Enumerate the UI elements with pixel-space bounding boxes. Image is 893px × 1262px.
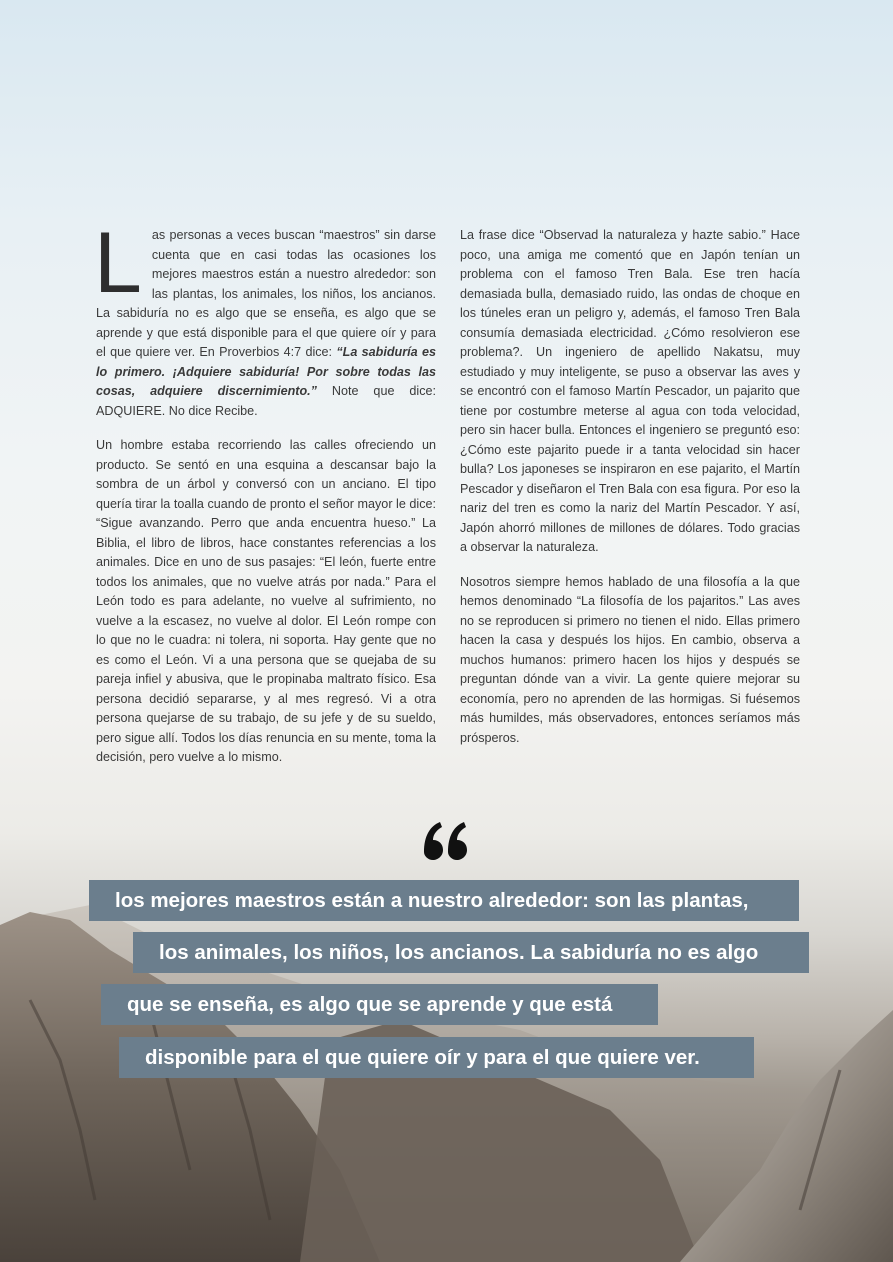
body-paragraph: Un hombre estaba recorriendo las calles ofreciendo un producto. Se sentó en una esquina a descansar bajo la sombra de un árbol y conversó con un anciano. El tipo quería tirar la toalla cuando de pronto el señor mayor le dice: “Sigue avanzando. Perro que anda encuentra hueso.” La Biblia, el libro de libros, hace constantes referencias a los animales. Dice en uno de sus pasajes: “El león, fuerte entre todos los animales, que no vuelve atrás por nada.” Para el León todo es para adelante, no vuelve al sufrimiento, no vuelve a la escasez, no vuelve al dolor. El León rompe con lo que no le cuadra: ni tolera, ni soporta. Hay gente que no es como el León. Vi a una persona que se quejaba de su pareja infiel y abusiva, que le propinaba maltrato físico. Esa persona decidió separarse, y al mes regresó. Vi a otra persona quejarse de su trabajo, de su jefe y de su sueldo, pero sigue allí. Todos los días renuncia en su mente, toma la decisión, pero vuelve a lo mismo. (96, 438, 436, 764)
bible-quote: “La sabiduría es lo primero. ¡Adquiere sabiduría! Por sobre todas las cosas, adquiere discernimiento.” (96, 345, 436, 398)
pull-quote-line: disponible para el que quiere oír y para el que quiere ver. (119, 1037, 754, 1078)
right-column (460, 226, 800, 763)
left-column (94, 215, 436, 783)
pull-quote-line: que se enseña, es algo que se aprende y que está (101, 984, 658, 1025)
body-paragraph: La frase dice “Observad la naturaleza y hazte sabio.” Hace poco, una amiga me comentó que en Japón tenían un problema con el famoso Tren Bala. Ese tren hacía demasiada bulla, demasiado ruido, las ondas de choque en los túneles eran un peligro y, además, el famoso Tren Bala consumía demasiada electricidad. ¿Cómo resolvieron ese problema?. Un ingeniero de apellido Nakatsu, muy estudiado y muy inteligente, se puso a observar las aves y se encontró con el famoso Martín Pescador, un pajarito que tiene por costumbre meterse al agua con toda velocidad, pero sin hacer bulla. Entonces el ingeniero se preguntó eso: ¿Cómo este pajarito puede ir a tanta velocidad sin hacer bulla? Los japoneses se inspiraron en ese pajarito, el Martín Pescador y diseñaron el Tren Bala con esa figura. Por eso la nariz del tren es como la nariz del Martín Pescador. Y así, Japón ahorró millones de millones de dólares. Todo gracias a observar la naturaleza. (460, 228, 800, 554)
body-paragraph: Nosotros siempre hemos hablado de una filosofía a la que hemos denominado “La filosofía de los pajaritos.” Las aves no se reproducen si primero no tienen el nido. Ellas primero hacen la casa y después los hijos. En cambio, observa a muchos humanos: primero hacen los hijos y después se preguntan dónde van a vivir. La gente quiere mejorar su economía, pero no aprenden de las hormigas. Si fuésemos más humildes, más observadores, entonces seríamos más prósperos. (460, 574, 800, 745)
intro-tail: Note que dice: ADQUIERE. No dice Recibe. (96, 384, 436, 418)
pull-quote-line: los animales, los niños, los ancianos. La sabiduría no es algo (133, 932, 809, 973)
pull-quote-line: los mejores maestros están a nuestro alrededor: son las plantas, (89, 880, 799, 921)
intro-text: as personas a veces buscan “maestros” sin darse cuenta que en casi todas las ocasiones los mejores maestros están a nuestro alrededor: son las plantas, los animales, los niños, los ancianos. La sabiduría no es algo que se enseña, es algo que se aprende y que está disponible para el que quiere oír y para el que quiere ver. En Proverbios 4:7 dice: (96, 228, 436, 359)
quote-marks-icon (420, 806, 472, 866)
drop-cap: L (94, 215, 142, 311)
intro-paragraph (94, 215, 436, 421)
